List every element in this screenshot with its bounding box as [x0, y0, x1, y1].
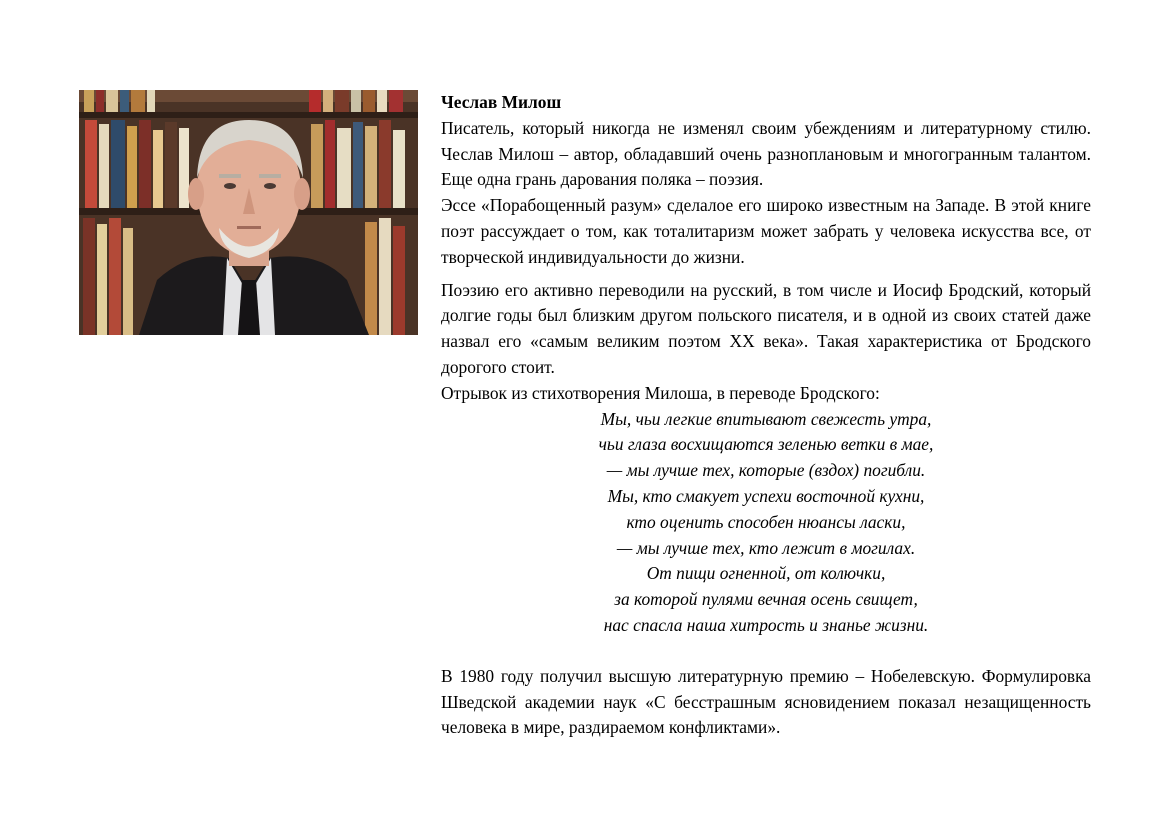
intro-paragraph: Писатель, который никогда не изменял своим убеждениям и литературному стилю. Чеслав Милош – автор, обладавший очень разноплановым и многогранным талантом. Еще одна грань дарования поляка – поэзия. — [441, 117, 1091, 190]
nobel-paragraph: В 1980 году получил высшую литературную премию – Нобелевскую. Формулировка Шведской академии наук «С бесстрашным ясновидением показал незащищенность человека в мире, раздираемом конфликтами». — [441, 665, 1091, 738]
article-text — [441, 90, 1091, 741]
portrait-photo — [79, 90, 418, 335]
poem-line: чьи глаза восхищаются зеленью ветки в мае, — [598, 434, 934, 455]
poem-line: за которой пулями вечная осень свищет, — [614, 589, 918, 610]
poem-line: нас спасла наша хитрость и знанье жизни. — [603, 614, 929, 635]
excerpt-intro: Отрывок из стихотворения Милоша, в переводе Бродского: — [441, 382, 880, 403]
translation-paragraph: Поэзию его активно переводили на русский, в том числе и Иосиф Бродский, который долгие годы был близким другом польского писателя, и в одной из своих статей даже назвал его «самым великим поэтом XX века». Такая характеристика от Бродского дорогого стоит. — [441, 279, 1091, 377]
poem-line: Мы, чьи легкие впитывают свежесть утра, — [600, 408, 932, 429]
poem-line: — мы лучше тех, которые (вздох) погибли. — [606, 460, 926, 481]
poem-line: — мы лучше тех, кто лежит в могилах. — [616, 537, 916, 558]
poem-line: кто оценить способен нюансы ласки, — [626, 511, 906, 532]
portrait-illustration — [79, 90, 418, 335]
essay-paragraph: Эссе «Порабощенный разум» сделалое его широко известным на Западе. В этой книге поэт рассуждает о том, как тоталитаризм может забрать у человека искусства все, от творческой индивидуальности до жизни. — [441, 195, 1091, 267]
poem-line: От пищи огненной, от колючки, — [646, 563, 886, 584]
poem-line: Мы, кто смакует успехи восточной кухни, — [607, 485, 925, 506]
poem-excerpt — [441, 407, 1091, 639]
article-heading: Чеслав Милош — [441, 92, 562, 112]
